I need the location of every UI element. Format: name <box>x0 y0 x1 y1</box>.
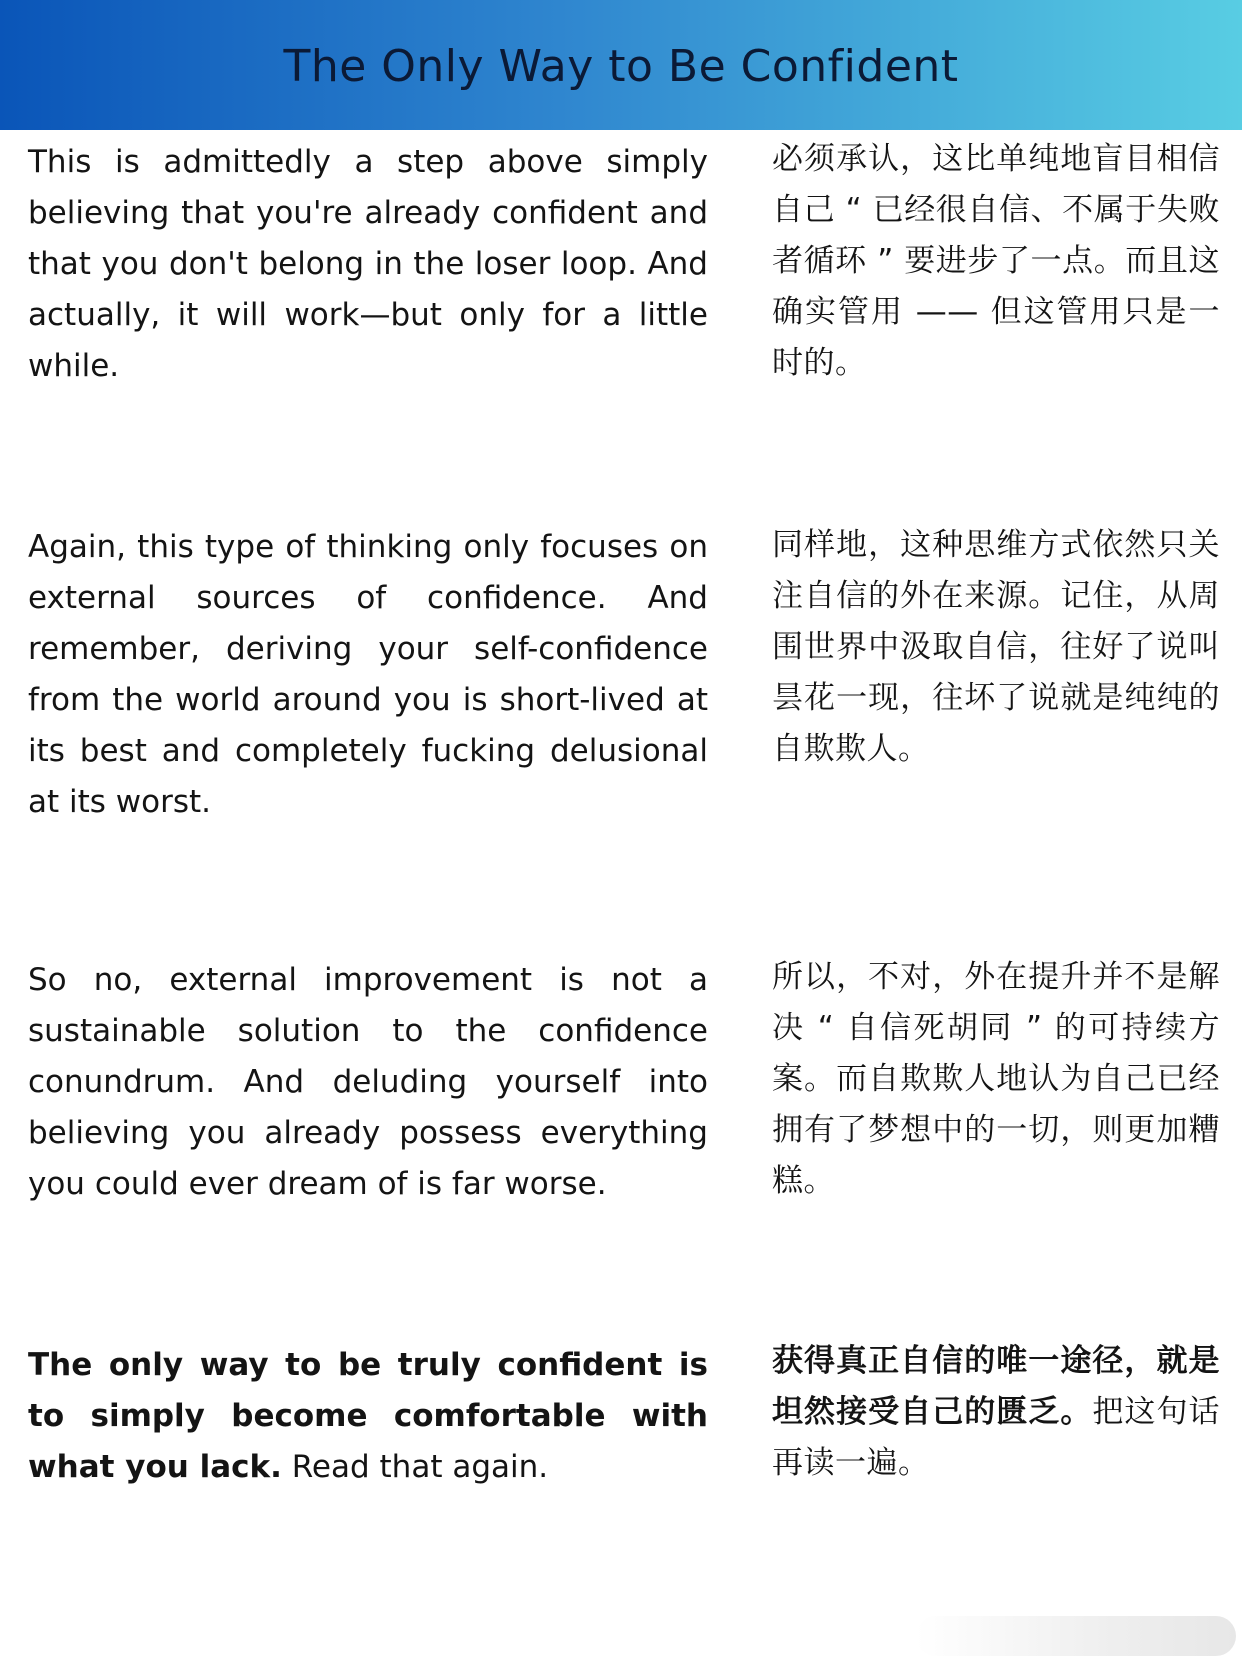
paragraph-chinese-2: 同样地，这种思维方式依然只关注自信的外在来源。记住，从周围世界中汲取自信，往好了说叫昙花一现，往坏了说就是纯纯的自欺欺人。 <box>772 527 1220 767</box>
read-again-chinese: 把这句话再读一遍。 <box>772 1394 1221 1481</box>
paragraph-chinese-4 <box>772 1336 1220 1489</box>
read-again-english: Read that again. <box>281 1449 549 1485</box>
title-banner <box>0 0 1242 130</box>
paragraph-english-3: So no, external improvement is not a sustainable solution to the confidence conundrum. And deluding yourself into believing you already possess everything you could ever dream of is far worse. <box>28 962 708 1202</box>
paragraph-english-4 <box>28 1340 708 1493</box>
key-sentence-english: The only way to be truly confident is to simply become comfortable with what you lack. <box>28 1347 708 1485</box>
key-sentence-chinese: 获得真正自信的唯一途径，就是坦然接受自己的匮乏。 <box>772 1343 1220 1430</box>
paragraph-english-2: Again, this type of thinking only focuses on external sources of confidence. And remember, deriving your self-confidence from the world around you is short-lived at its best and completely fucking delusional at its worst. <box>28 529 708 820</box>
paragraph-chinese-1: 必须承认，这比单纯地盲目相信自己 “ 已经很自信、不属于失败者循环 ” 要进步了一点。而且这确实管用 —— 但这管用只是一时的。 <box>772 141 1220 381</box>
paragraph-chinese-3: 所以，不对，外在提升并不是解决 “ 自信死胡同 ” 的可持续方案。而自欺欺人地认为自己已经拥有了梦想中的一切，则更加糟糕。 <box>772 959 1220 1199</box>
watermark <box>916 1616 1236 1656</box>
paragraph-english-1: This is admittedly a step above simply believing that you're already confident and that you don't belong in the loser loop. And actually, it will work—but only for a little while. <box>28 144 708 384</box>
page-title: The Only Way to Be Confident <box>283 40 959 92</box>
